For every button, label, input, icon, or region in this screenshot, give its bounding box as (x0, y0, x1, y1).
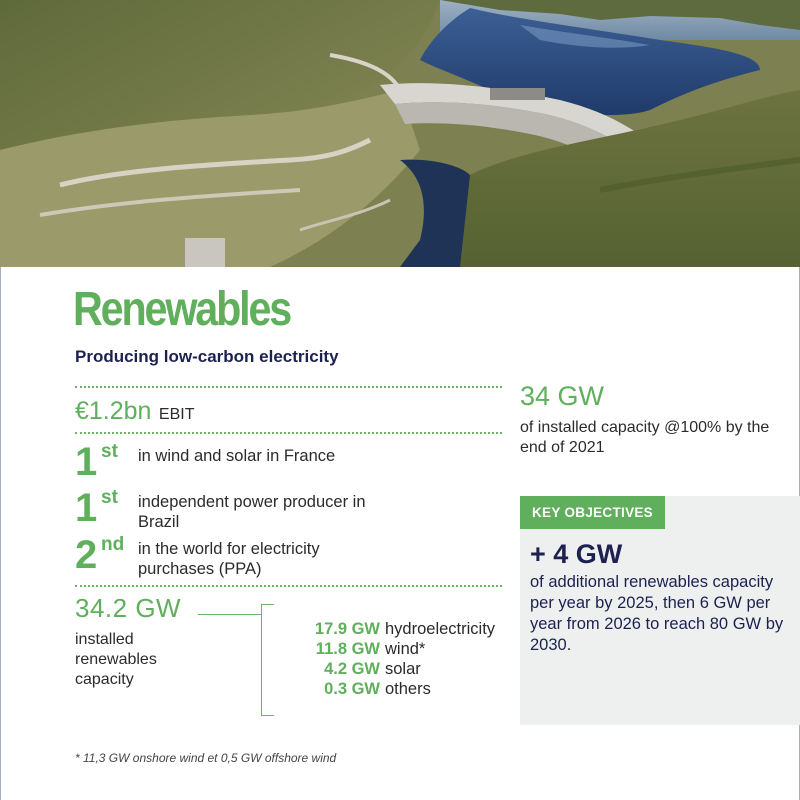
ranking-number: 1 (75, 440, 98, 484)
left-border (0, 267, 1, 800)
breakdown-source: wind* (385, 640, 426, 658)
dam-photo (0, 0, 800, 267)
objectives-headline: + 4 GW (530, 539, 623, 569)
page-title: Renewables (73, 283, 291, 336)
ranking-text: independent power producer in Brazil (138, 493, 366, 531)
ranking-suffix: st (101, 441, 118, 462)
capacity-breakdown (263, 619, 503, 699)
breakdown-gw: 0.3 GW (324, 680, 380, 698)
connector-line (198, 614, 261, 615)
breakdown-row (263, 659, 503, 679)
breakdown-row (263, 619, 503, 639)
capacity-value: 34.2 GW (75, 593, 182, 623)
page-subtitle: Producing low-carbon electricity (75, 347, 339, 366)
dotted-divider (75, 585, 502, 587)
ranking-suffix: nd (101, 534, 125, 555)
key-objectives-badge: KEY OBJECTIVES (520, 496, 665, 529)
breakdown-gw: 4.2 GW (324, 660, 380, 678)
ranking-number: 2 (75, 533, 98, 577)
capacity-label: installed renewables capacity (75, 631, 157, 688)
breakdown-row (263, 679, 503, 699)
installed-capacity-value: 34 GW (520, 381, 605, 411)
ranking-text: in wind and solar in France (138, 447, 336, 465)
dotted-divider (75, 386, 502, 388)
breakdown-row (263, 639, 503, 659)
breakdown-source: others (385, 680, 431, 698)
ranking-suffix: st (101, 487, 118, 508)
ranking-text: in the world for electricity purchases (PPA) (138, 540, 320, 578)
installed-capacity-text: of installed capacity @100% by the end of 2021 (520, 419, 770, 456)
ebit-label: EBIT (158, 406, 195, 423)
ranking-number: 1 (75, 486, 98, 530)
ebit-value: €1.2bn (75, 397, 152, 425)
ebit-stat (75, 397, 194, 426)
breakdown-gw: 11.8 GW (315, 640, 380, 658)
footnote: * 11,3 GW onshore wind et 0,5 GW offshore wind (75, 751, 337, 765)
breakdown-source: solar (385, 660, 421, 678)
objectives-text: of additional renewables capacity per year by 2025, then 6 GW per year from 2026 to reach 80 GW by 2030. (530, 573, 784, 654)
breakdown-source: hydroelectricity (385, 620, 496, 638)
breakdown-gw: 17.9 GW (314, 620, 380, 638)
dotted-divider (75, 432, 502, 434)
